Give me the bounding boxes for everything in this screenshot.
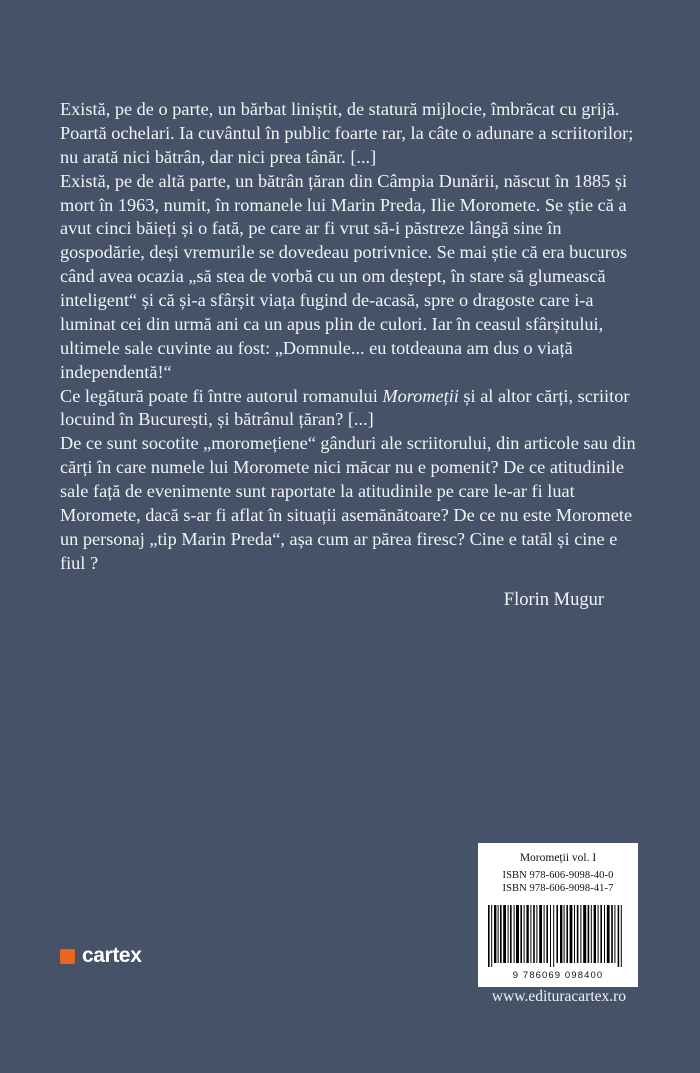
blurb-author: Florin Mugur [503, 589, 604, 610]
barcode-image [484, 903, 632, 969]
book-title-italic: Moromeții [382, 385, 459, 406]
blurb-paragraph-3-part-1: Ce legătură poate fi între autorul romanului [60, 385, 383, 406]
blurb-text [60, 98, 640, 612]
isbn-line-2: ISBN 978-606-9098-41-7 [502, 883, 614, 895]
publisher-logo [60, 944, 141, 968]
blurb-paragraph-2: Există, pe de altă parte, un bătrân țăran din Câmpia Dunării, născut în 1885 și mort în 1963, numit, în romanele lui Marin Preda, Ilie Moromete. Se știe că a avut cinci băieți și o fată, pe care ar fi vrut să-i păstreze lângă sine în gospodărie, deși vremurile se dovedeau potrivnice. Se mai știe că era bucuros când avea ocazia „să stea de vorbă cu un om deștept, în stare să glumească inteligent“ și că și-a sfârșit viața fugind de-acasă, spre o dragoste care i-a luminat cei din urmă ani ca un apus plin de culori. Iar în ceasul sfârșitului, ultimele sale cuvinte au fost: „Domnule... eu totdeauna am dus o viață independentă!“ [60, 170, 628, 382]
publisher-website: www.edituracartex.ro [491, 988, 627, 1005]
publisher-name: cartex [82, 944, 142, 967]
barcode-digits: 9 786069 098400 [512, 969, 604, 981]
logo-square-icon [60, 949, 75, 964]
isbn-barcode-box [478, 843, 638, 987]
isbn-line-1: ISBN 978-606-9098-40-0 [502, 869, 614, 881]
blurb-paragraph-4: De ce sunt socotite „moromețiene“ gânduri ale scriitorului, din articole sau din cărți în care numele lui Moromete nici măcar nu e pomenit? De ce atitudinile sale față de evenimente sunt raportate la atitudinile pe care le-ar fi luat Moromete, dacă s-ar fi aflat în situații asemănătoare? De ce nu este Moromete un personaj „tip Marin Preda“, așa cum ar părea firesc? Cine e tatăl și cine e fiul ? [60, 433, 636, 573]
blurb-paragraph-1: Există, pe de o parte, un bărbat liniștit, de statură mijlocie, îmbrăcat cu grijă. Poartă ochelari. Ia cuvântul în public foarte rar, la câte o adunare a scriitorilor; nu arată nici bătrân, dar nici prea tânăr. [...] [60, 99, 634, 167]
isbn-book-title: Moromeții vol. I [519, 852, 597, 864]
blurb-paragraph-3 [60, 385, 640, 433]
blurb-paragraph-3-part-2: și al altor cărți, scriitor locuind în București, și bătrânul țăran? [...] [60, 385, 630, 430]
